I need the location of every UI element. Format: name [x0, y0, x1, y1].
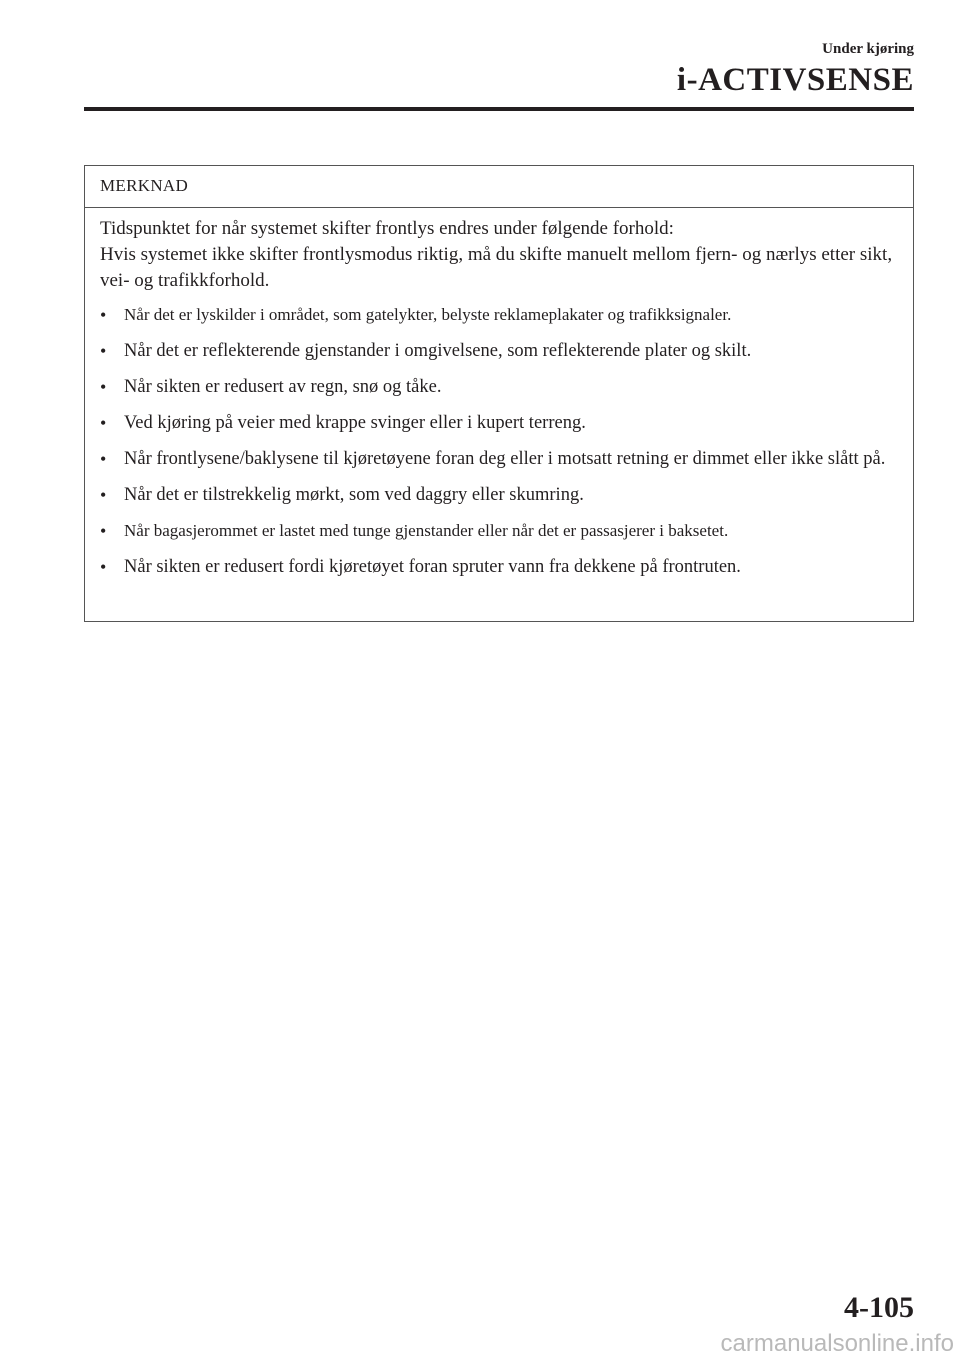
condition-item — [100, 303, 903, 327]
bullet-icon: • — [100, 377, 107, 397]
condition-text: Når sikten er redusert av regn, snø og tåke. — [124, 377, 442, 397]
bullet-icon: • — [100, 413, 107, 433]
condition-text: Når bagasjerommet er lastet med tunge gjenstander eller når det er passasjerer i baksetet. — [124, 521, 729, 540]
condition-item — [100, 519, 903, 543]
bullet-icon: • — [100, 557, 107, 577]
bullet-icon: • — [100, 305, 107, 325]
condition-text: Når sikten er redusert fordi kjøretøyet foran spruter vann fra dekkene på frontruten. — [124, 557, 741, 577]
condition-item — [100, 411, 903, 435]
condition-text: Når det er reflekterende gjenstander i omgivelsene, som reflekterende plater og skilt. — [124, 341, 752, 361]
note-body — [85, 208, 913, 579]
condition-item — [100, 555, 903, 579]
section-label: Under kjøring — [822, 41, 914, 57]
note-intro-line-1: Tidspunktet for når systemet skifter frontlys endres under følgende forhold: — [100, 218, 674, 239]
page-header — [677, 40, 914, 98]
condition-text: Når frontlysene/baklysene til kjøretøyene foran deg eller i motsatt retning er dimmet eller ikke slått på. — [124, 449, 886, 469]
note-intro — [100, 216, 903, 294]
note-box — [84, 165, 914, 622]
condition-list — [100, 303, 903, 579]
condition-item — [100, 339, 903, 363]
bullet-icon: • — [100, 341, 107, 361]
header-rule — [84, 107, 914, 111]
condition-text: Når det er lyskilder i området, som gatelykter, belyste reklameplakater og trafikksignaler. — [124, 305, 732, 324]
condition-item — [100, 375, 903, 399]
condition-text: Ved kjøring på veier med krappe svinger eller i kupert terreng. — [124, 413, 586, 433]
condition-item — [100, 483, 903, 507]
condition-text: Når det er tilstrekkelig mørkt, som ved daggry eller skumring. — [124, 485, 584, 505]
page-number: 4-105 — [844, 1291, 914, 1324]
bullet-icon: • — [100, 521, 107, 541]
note-intro-line-2: Hvis systemet ikke skifter frontlysmodus riktig, må du skifte manuelt mellom fjern- og nærlys etter sikt, vei- og trafikkforhold. — [100, 244, 893, 291]
bullet-icon: • — [100, 449, 107, 469]
chapter-title: i-ACTIVSENSE — [676, 62, 914, 98]
watermark-link[interactable]: carmanualsonline.info — [720, 1330, 954, 1357]
note-heading: MERKNAD — [85, 166, 913, 208]
condition-item — [100, 447, 903, 471]
bullet-icon: • — [100, 485, 107, 505]
